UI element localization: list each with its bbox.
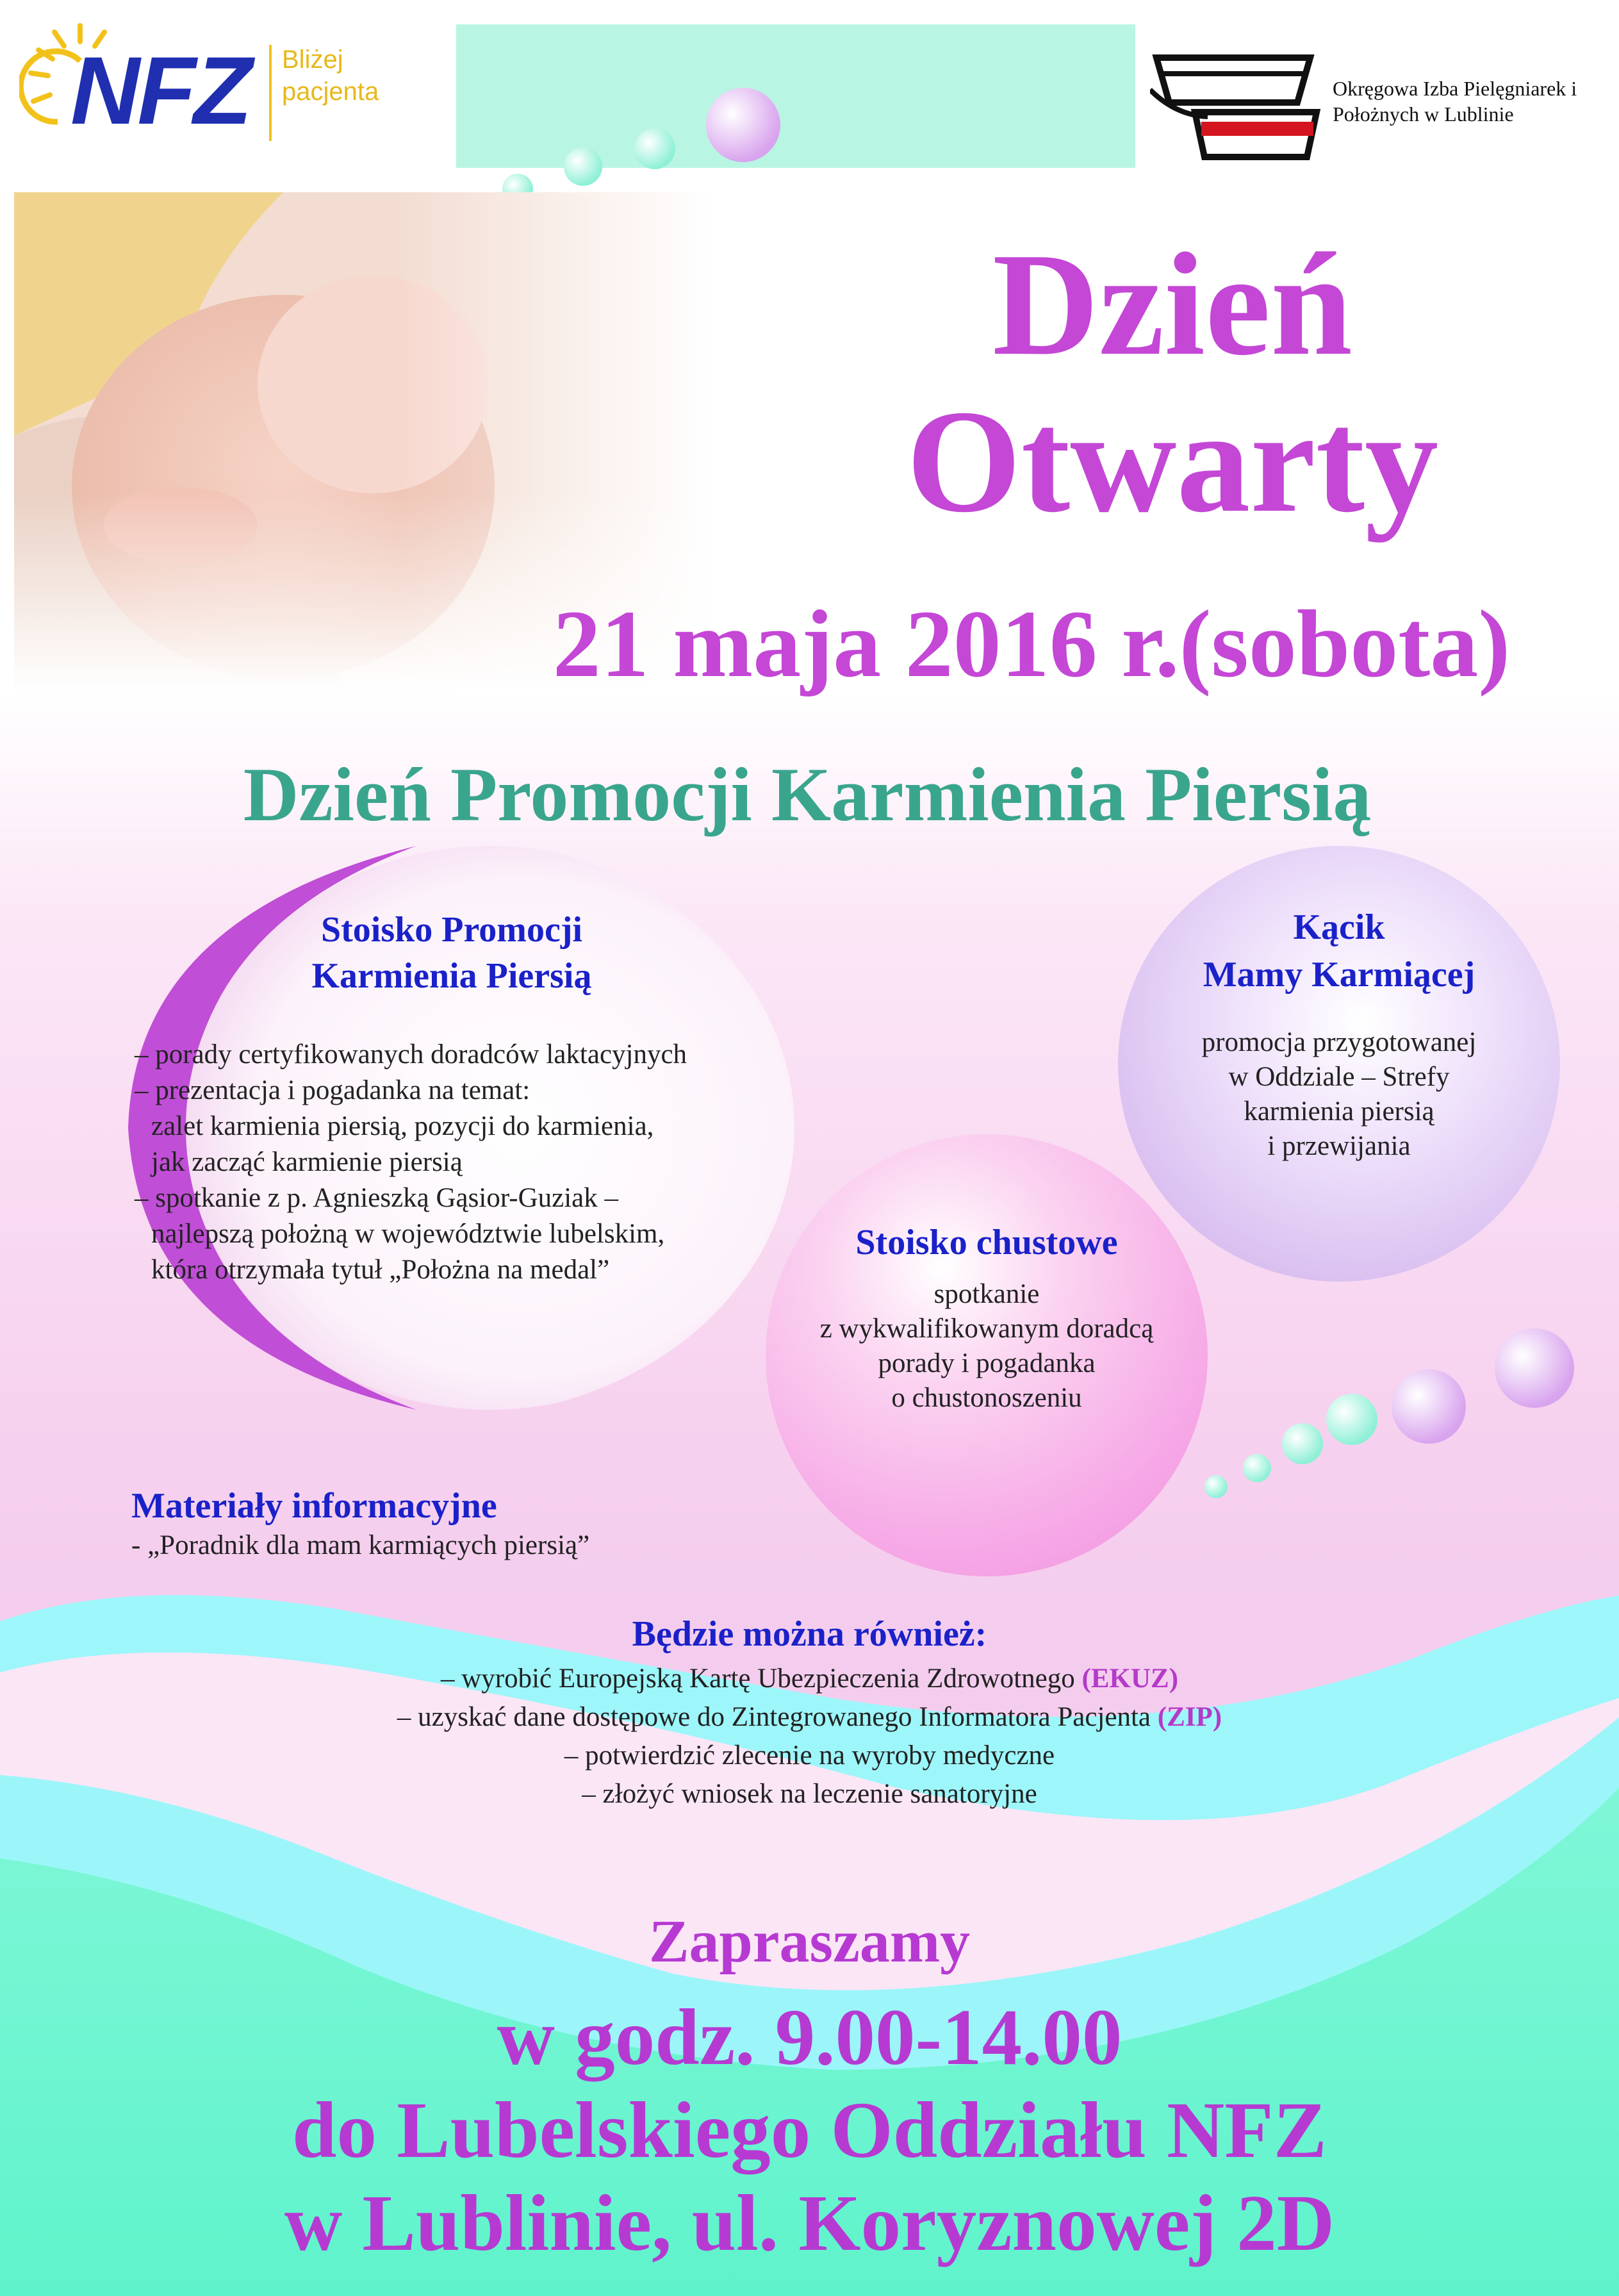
footer-invite: Zapraszamy bbox=[648, 1908, 971, 1975]
list-item bbox=[0, 1737, 1619, 1775]
footer-hours: w godz. 9.00-14.00 bbox=[497, 1994, 1122, 2082]
stoisko-title-line2: Karmienia Piersią bbox=[311, 956, 592, 996]
nfz-logo-text: NFZ bbox=[70, 37, 250, 144]
list-item: która otrzymała tytuł „Położna na medal” bbox=[151, 1255, 610, 1285]
kacik-line: i przewijania bbox=[1267, 1131, 1411, 1161]
nfz-tagline: Bliżej pacjenta bbox=[282, 45, 379, 106]
chustowe-line: o chustonoszeniu bbox=[891, 1383, 1082, 1413]
stoisko-promocji-list bbox=[135, 1037, 794, 1288]
kacik-description bbox=[1147, 1025, 1531, 1164]
bedzie-title: Będzie można również: bbox=[632, 1614, 987, 1654]
chustowe-line: porady i pogadanka bbox=[878, 1348, 1096, 1378]
stoisko-title-line1: Stoisko Promocji bbox=[320, 910, 583, 950]
list-item-text: – potwierdzić zlecenie na wyroby medyczne bbox=[564, 1740, 1055, 1771]
bubble-purple bbox=[1392, 1369, 1466, 1444]
kacik-line: promocja przygotowanej bbox=[1201, 1027, 1477, 1057]
bubble-teal bbox=[634, 128, 675, 169]
list-item-text: – wyrobić Europejską Kartę Ubezpieczenia Zdrowotnego bbox=[440, 1664, 1082, 1694]
list-item: najlepszą położną w województwie lubelskim, bbox=[151, 1219, 665, 1249]
kacik-line: w Oddziale – Strefy bbox=[1228, 1062, 1450, 1092]
list-item-highlight: (EKUZ) bbox=[1081, 1664, 1179, 1694]
event-date: 21 maja 2016 r.(sobota) bbox=[552, 591, 1511, 697]
kacik-title-line1: Kącik bbox=[1293, 907, 1385, 947]
bubble-purple bbox=[1495, 1328, 1574, 1408]
list-item-highlight: (ZIP) bbox=[1157, 1702, 1222, 1732]
bubbles-right bbox=[1192, 1294, 1576, 1532]
chustowe-title: Stoisko chustowe bbox=[855, 1223, 1118, 1262]
list-item: zalet karmienia piersią, pozycji do karmienia, bbox=[151, 1111, 654, 1141]
list-item-text: – uzyskać dane dostępowe do Zintegrowanego Informatora Pacjenta bbox=[397, 1702, 1158, 1732]
bubble-teal bbox=[1243, 1454, 1271, 1482]
oipip-logo-icon bbox=[1150, 45, 1323, 173]
chustowe-line: spotkanie bbox=[933, 1279, 1040, 1309]
footer-address: w Lublinie, ul. Koryznowej 2D bbox=[284, 2179, 1335, 2268]
chustowe-line: z wykwalifikowanym doradcą bbox=[819, 1314, 1154, 1344]
materialy-text: - „Poradnik dla mam karmiących piersią” bbox=[131, 1530, 590, 1560]
list-item bbox=[0, 1660, 1619, 1698]
list-item: jak zacząć karmienie piersią bbox=[151, 1147, 463, 1177]
materialy-title: Materiały informacyjne bbox=[131, 1486, 497, 1526]
footer-venue: do Lubelskiego Oddziału NFZ bbox=[292, 2086, 1327, 2175]
kacik-line: karmienia piersią bbox=[1244, 1096, 1434, 1127]
bubble-teal bbox=[1326, 1394, 1377, 1445]
kacik-title bbox=[1147, 904, 1531, 998]
bubble-teal bbox=[1282, 1423, 1323, 1464]
bedzie-list bbox=[0, 1660, 1619, 1813]
list-item: – prezentacja i pogadanka na temat: bbox=[135, 1075, 530, 1105]
bubble-purple bbox=[706, 88, 780, 162]
title-line2: Otwarty bbox=[906, 379, 1439, 543]
title-line1: Dzień bbox=[992, 222, 1353, 386]
list-item: – spotkanie z p. Agnieszką Gąsior-Guziak – bbox=[135, 1183, 619, 1213]
list-item-text: – złożyć wniosek na leczenie sanatoryjne bbox=[582, 1779, 1037, 1809]
chustowe-description bbox=[782, 1277, 1192, 1416]
list-item bbox=[0, 1698, 1619, 1737]
list-item bbox=[0, 1775, 1619, 1813]
kacik-title-line2: Mamy Karmiącej bbox=[1203, 955, 1475, 995]
list-item: – porady certyfikowanych doradców laktacyjnych bbox=[135, 1039, 687, 1070]
stoisko-promocji-title bbox=[211, 907, 692, 999]
event-subtitle: Dzień Promocji Karmienia Piersią bbox=[243, 752, 1372, 837]
bubble-teal bbox=[1204, 1475, 1228, 1498]
logo-divider bbox=[269, 45, 272, 141]
bubble-teal bbox=[564, 147, 602, 186]
oipip-name: Okręgowa Izba Pielęgniarek i Położnych w Lublinie bbox=[1333, 77, 1577, 126]
